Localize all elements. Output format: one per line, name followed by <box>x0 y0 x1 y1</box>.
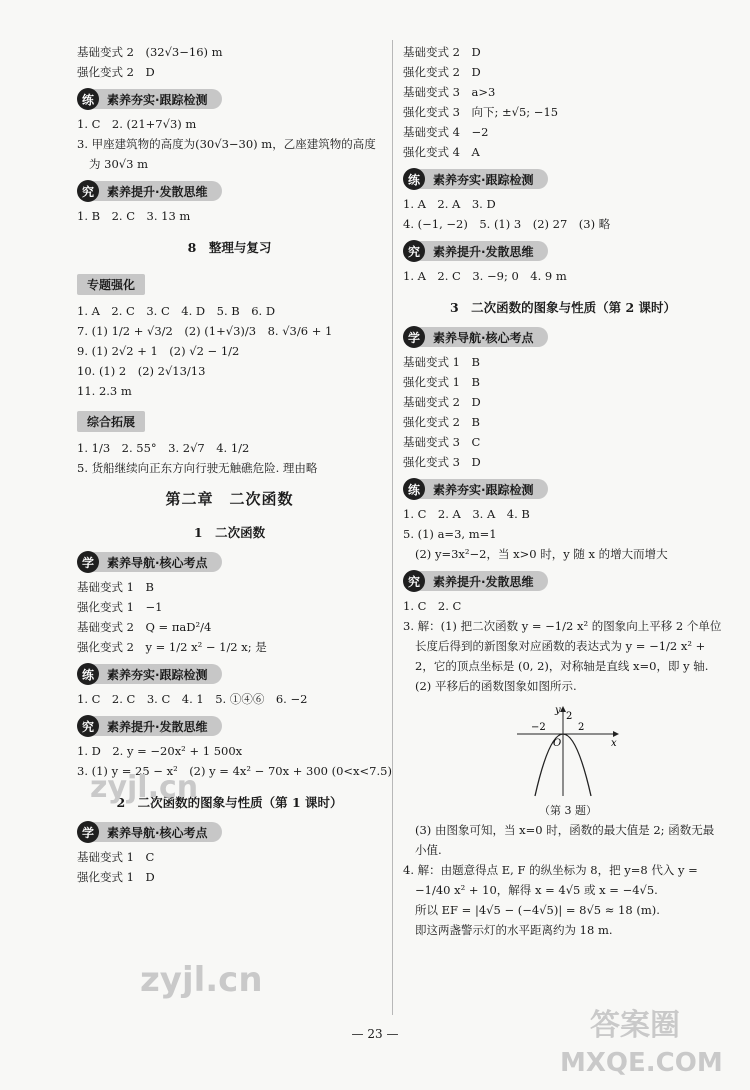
answer-line: 1. D 2. y = −20x² + 1 500x <box>77 744 243 758</box>
section-banner-practice <box>403 478 723 500</box>
graph-origin-label: O <box>553 738 562 749</box>
section-banner-explore <box>77 715 382 737</box>
section-banner-practice <box>403 168 723 190</box>
answer-line: 为 30√3 m <box>89 157 148 171</box>
watermark: 答案圈 <box>590 1008 680 1043</box>
answer-line: 1. C 2. C <box>403 599 462 613</box>
watermark: MXQE.COM <box>560 1048 723 1078</box>
answer-line: 3. (1) y = 25 − x² (2) y = 4x² − 70x + 300 (0<x<7.5) <box>77 764 392 778</box>
banner-title: 素养夯实·跟踪检测 <box>419 169 548 189</box>
column-divider <box>392 40 393 1015</box>
answer-line: 基础变式 2 Q = πaD²/4 <box>77 620 212 634</box>
banner-title: 素养导航·核心考点 <box>419 327 548 347</box>
answer-line: 5. 货船继续向正东方向行驶无触礁危险. 理由略 <box>77 461 318 475</box>
chapter-title: 第二章 二次函数 <box>165 490 294 508</box>
answer-line: 基础变式 3 C <box>403 435 481 449</box>
answer-line: 10. (1) 2 (2) 2√13/13 <box>77 364 206 378</box>
page-number: — 23 — <box>351 1027 399 1041</box>
banner-badge: 究 <box>77 715 99 737</box>
answer-line: 基础变式 2 D <box>403 395 481 409</box>
answer-line: 强化变式 2 y = 1/2 x² − 1/2 x; 是 <box>77 640 267 654</box>
answer-line: (2) 平移后的函数图象如图所示. <box>415 679 577 693</box>
banner-title: 素养夯实·跟踪检测 <box>419 479 548 499</box>
banner-badge: 究 <box>77 180 99 202</box>
answer-line: 强化变式 3 向下; ±√5; −15 <box>403 105 559 119</box>
section-banner-learn <box>403 326 723 348</box>
topic-banner: 综合拓展 <box>77 411 145 432</box>
banner-title: 素养导航·核心考点 <box>93 822 222 842</box>
banner-badge: 究 <box>403 240 425 262</box>
answer-line: 1. A 2. A 3. D <box>403 197 496 211</box>
answer-line: 7. (1) 1/2 + √3/2 (2) (1+√3)/3 8. √3/6 + 1 <box>77 324 333 338</box>
answer-line: 9. (1) 2√2 + 1 (2) √2 − 1/2 <box>77 344 240 358</box>
figure-caption: （第 3 题） <box>539 804 597 817</box>
section-banner-learn <box>77 551 382 573</box>
answer-line: 4. (−1, −2) 5. (1) 3 (2) 27 (3) 略 <box>403 217 611 231</box>
answer-line: 强化变式 1 D <box>77 870 155 884</box>
right-column <box>403 40 723 942</box>
answer-line: 小值. <box>415 843 442 857</box>
answer-line: (3) 由图象可知，当 x=0 时，函数的最大值是 2; 函数无最 <box>415 823 715 837</box>
graph-right-label: 2 <box>578 722 585 733</box>
answer-line: 基础变式 3 a>3 <box>403 85 496 99</box>
section-banner-explore <box>403 570 723 592</box>
section-heading: 2 二次函数的图象与性质（第 1 课时） <box>116 795 343 810</box>
answer-line: 基础变式 4 −2 <box>403 125 489 139</box>
answer-line: (2) y=3x²−2，当 x>0 时，y 随 x 的增大而增大 <box>415 547 668 561</box>
answer-line: 强化变式 2 D <box>77 65 155 79</box>
banner-badge: 练 <box>77 663 99 685</box>
answer-line: 强化变式 4 A <box>403 145 480 159</box>
answer-line: 强化变式 2 D <box>403 65 481 79</box>
section-heading: 8 整理与复习 <box>187 240 272 255</box>
answer-line: 1. A 2. C 3. C 4. D 5. B 6. D <box>77 304 276 318</box>
section-heading: 1 二次函数 <box>193 525 266 540</box>
answer-line: 基础变式 2 (32√3−16) m <box>77 45 223 59</box>
answer-line: 基础变式 2 D <box>403 45 481 59</box>
answer-line: 1. C 2. (21+7√3) m <box>77 117 197 131</box>
watermark: zyjl.cn <box>90 770 199 805</box>
watermark: zyjl.cn <box>140 960 263 1000</box>
banner-title: 素养夯实·跟踪检测 <box>93 89 222 109</box>
banner-badge: 学 <box>77 551 99 573</box>
section-banner-learn <box>77 821 382 843</box>
answer-line: 强化变式 3 D <box>403 455 481 469</box>
answer-line: 11. 2.3 m <box>77 384 132 398</box>
answer-line: 1. B 2. C 3. 13 m <box>77 209 191 223</box>
answer-line: 1. C 2. C 3. C 4. 1 5. ①④⑥ 6. −2 <box>77 692 308 706</box>
banner-title: 素养提升·发散思维 <box>419 571 548 591</box>
banner-title: 素养提升·发散思维 <box>93 716 222 736</box>
answer-line: 1. C 2. A 3. A 4. B <box>403 507 530 521</box>
parabola-graph <box>513 704 623 799</box>
banner-title: 素养导航·核心考点 <box>93 552 222 572</box>
answer-line: 4. 解：由题意得点 E, F 的纵坐标为 8，把 y=8 代入 y = <box>403 863 698 877</box>
answer-line: 即这两盏警示灯的水平距离约为 18 m. <box>415 923 613 937</box>
answer-line: −1/40 x² + 10，解得 x = 4√5 或 x = −4√5. <box>415 883 658 897</box>
answer-line: 1. 1/3 2. 55° 3. 2√7 4. 1/2 <box>77 441 250 455</box>
left-column <box>77 40 392 889</box>
banner-badge: 学 <box>77 821 99 843</box>
graph-top-label: 2 <box>566 711 573 722</box>
banner-badge: 练 <box>403 168 425 190</box>
banner-title: 素养夯实·跟踪检测 <box>93 664 222 684</box>
answer-line: 3. 解：(1) 把二次函数 y = −1/2 x² 的图象向上平移 2 个单位 <box>403 619 722 633</box>
banner-badge: 究 <box>403 570 425 592</box>
banner-badge: 练 <box>77 88 99 110</box>
banner-title: 素养提升·发散思维 <box>93 181 222 201</box>
answer-line: 长度后得到的新图象对应函数的表达式为 y = −1/2 x² + <box>415 639 706 653</box>
answer-line: 强化变式 1 B <box>403 375 480 389</box>
banner-badge: 学 <box>403 326 425 348</box>
answer-line: 基础变式 1 B <box>403 355 480 369</box>
banner-badge: 练 <box>403 478 425 500</box>
answer-line: 3. 甲座建筑物的高度为(30√3−30) m，乙座建筑物的高度 <box>77 137 376 151</box>
topic-banner: 专题强化 <box>77 274 145 295</box>
banner-title: 素养提升·发散思维 <box>419 241 548 261</box>
answer-line: 基础变式 1 C <box>77 850 155 864</box>
answer-line: 2，它的顶点坐标是 (0, 2)，对称轴是直线 x=0，即 y 轴. <box>415 659 709 673</box>
graph-x-label: x <box>611 738 617 749</box>
section-heading: 3 二次函数的图象与性质（第 2 课时） <box>449 300 677 315</box>
section-banner-practice <box>77 88 382 110</box>
answer-line: 强化变式 1 −1 <box>77 600 163 614</box>
answer-line: 强化变式 2 B <box>403 415 480 429</box>
answer-line: 5. (1) a=3, m=1 <box>403 527 497 541</box>
graph-left-label: −2 <box>531 722 546 733</box>
x-axis-arrow <box>613 731 619 737</box>
section-banner-explore <box>77 180 382 202</box>
answer-line: 所以 EF = |4√5 − (−4√5)| = 8√5 ≈ 18 (m). <box>415 903 660 917</box>
graph-y-label: y <box>555 705 561 716</box>
answer-line: 基础变式 1 B <box>77 580 154 594</box>
answer-line: 1. A 2. C 3. −9; 0 4. 9 m <box>403 269 567 283</box>
section-banner-practice <box>77 663 382 685</box>
section-banner-explore <box>403 240 723 262</box>
